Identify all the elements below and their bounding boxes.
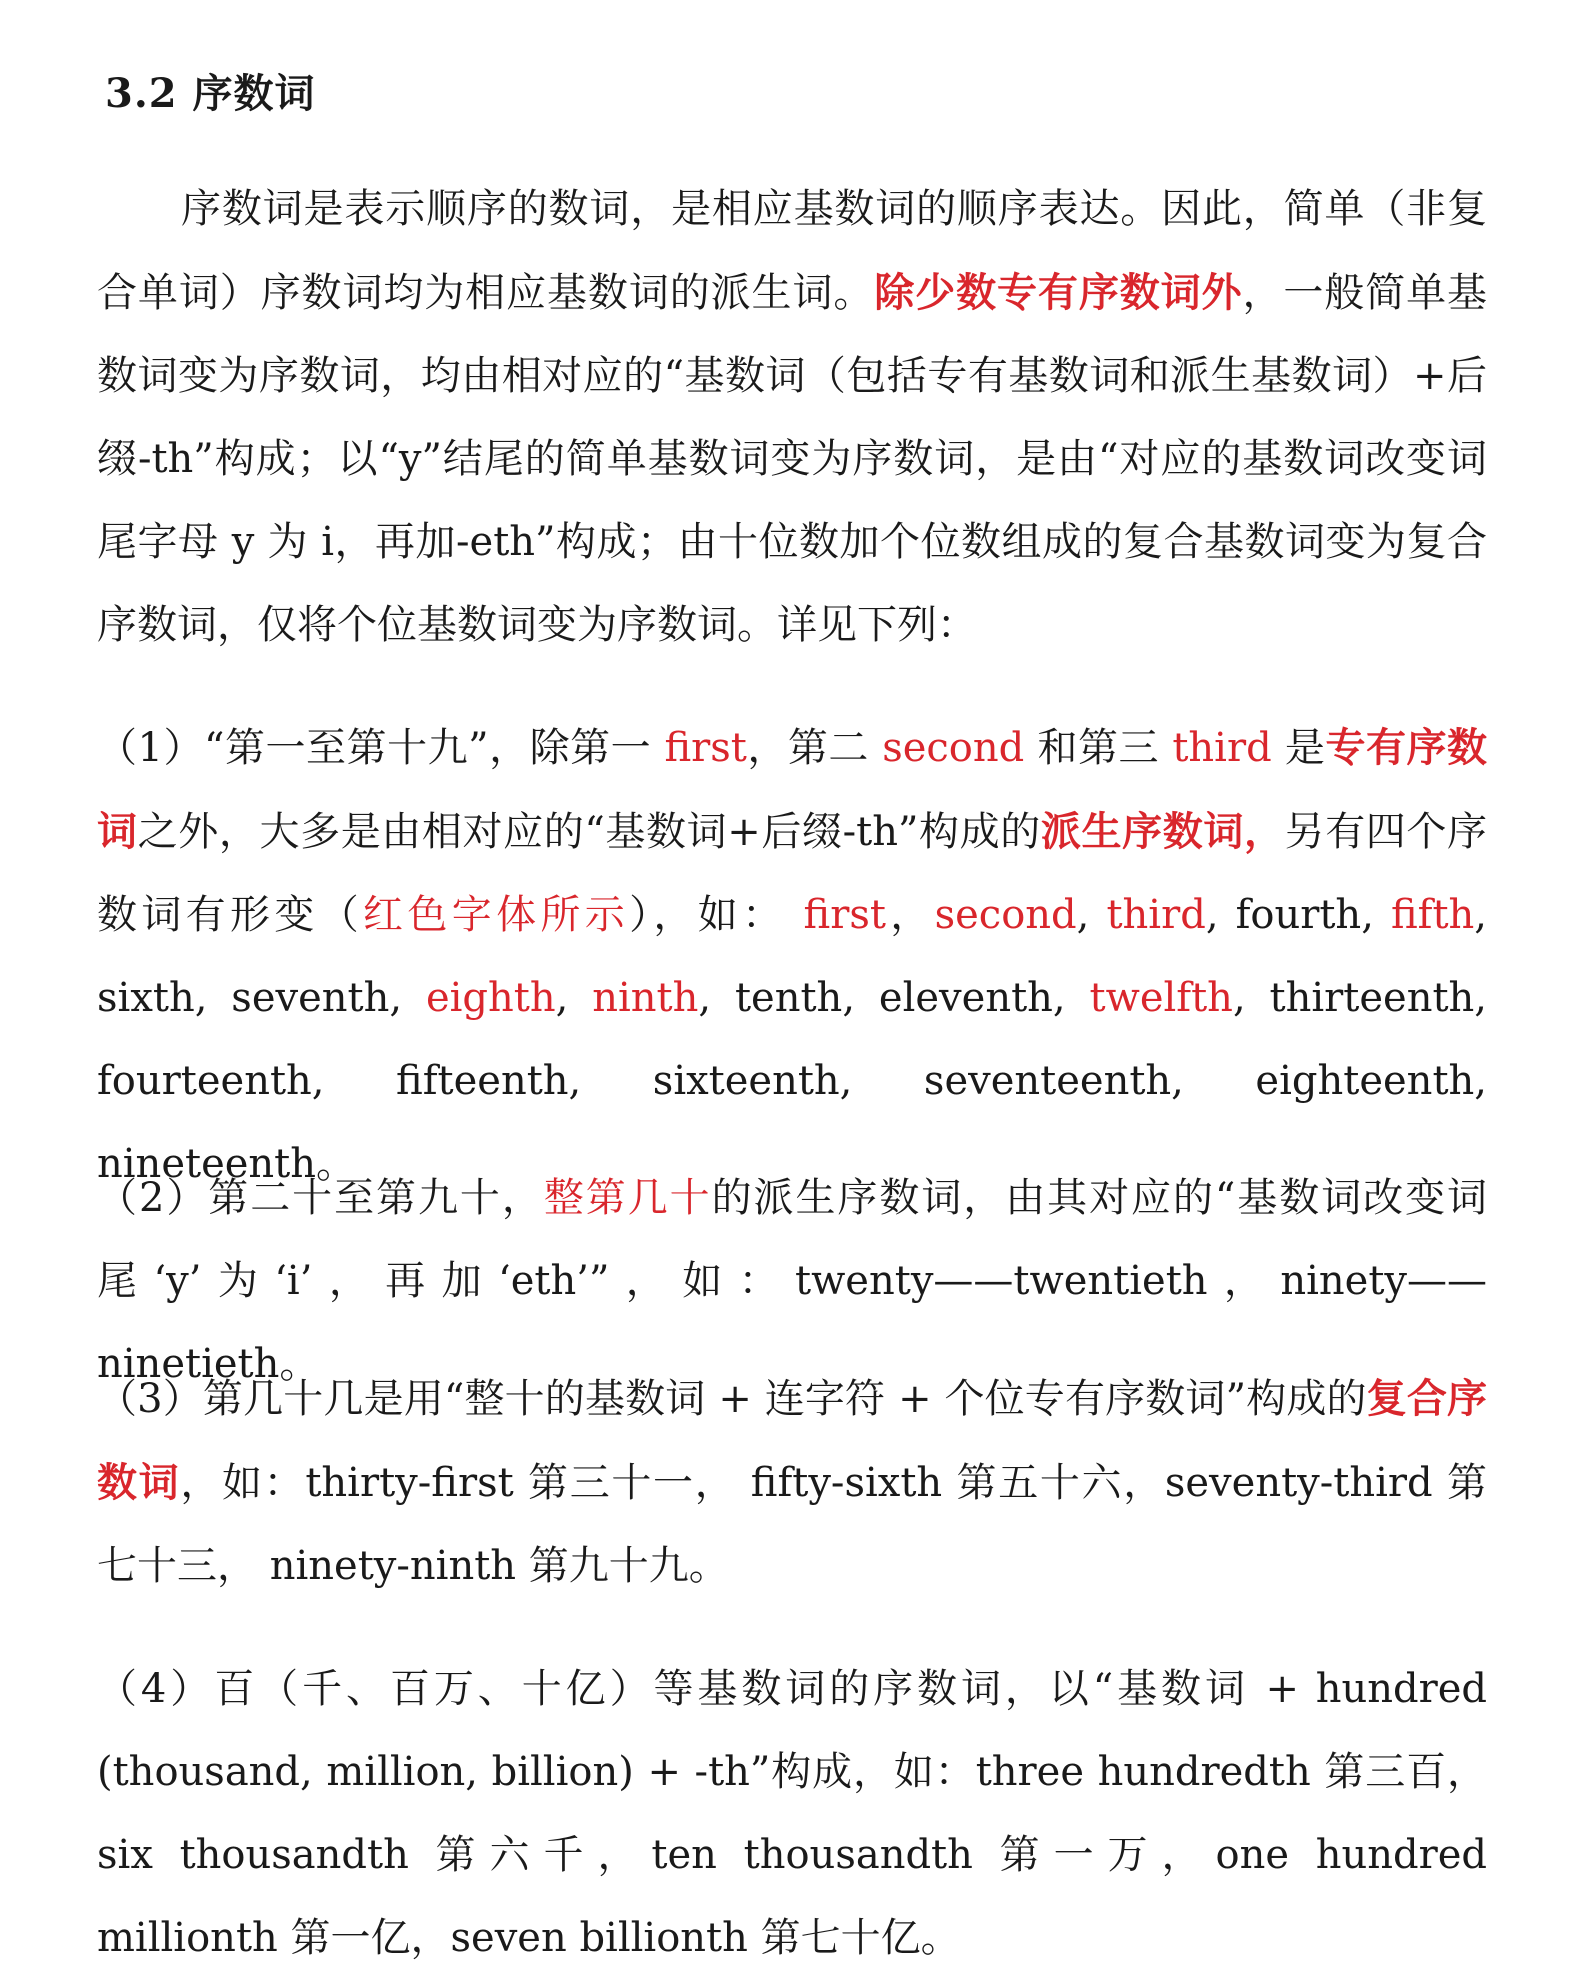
- example-first: first: [803, 892, 886, 938]
- word-second: second: [882, 725, 1025, 771]
- example-third: third: [1106, 892, 1206, 938]
- item-4-paragraph: [97, 1648, 1487, 1980]
- intro-text-2: ，一般简单基数词变为序数词，均由相对应的“基数词（包括专有基数词和派生基数词）+后缀-th”构成；以“y”结尾的简单基数词变为序数词，是由“对应的基数词改变词尾字母 y 为 i，再加-eth”构成；由十位数加个位数组成的复合基数词变为复合序数词，仅将个位基数词变为序数词。详见下列：: [97, 270, 1488, 648]
- item1-text-2: ，第二: [746, 725, 883, 771]
- item1-sep-2: ,: [1076, 892, 1107, 938]
- item1-sep-7: , thirteenth, fourteenth, fifteenth, sixteenth, seventeenth, eighteenth, nineteenth。: [97, 975, 1488, 1187]
- item1-sep-6: , tenth, eleventh,: [698, 975, 1090, 1021]
- example-twelfth: twelfth: [1089, 975, 1233, 1021]
- item1-text-5: 之外，大多是由相对应的“基数词+后缀-th”构成的: [137, 809, 1041, 855]
- item3-text-2: ，如：thirty-first 第三十一， fifty-sixth 第五十六，seventy-third 第七十三， ninety-ninth 第九十九。: [97, 1460, 1488, 1589]
- example-second: second: [934, 892, 1077, 938]
- item1-text-1: （1）“第一至第十九”，除第一: [97, 725, 665, 771]
- item1-text-6: 另有四个序数词有形变（: [97, 809, 1488, 938]
- item3-text-1: （3）第几十几是用“整十的基数词 + 连字符 + 个位专有序数词”构成的: [97, 1376, 1367, 1422]
- item-3-paragraph: [97, 1357, 1487, 1608]
- highlight-proper-ordinals: 专有序数词: [97, 724, 1488, 855]
- item3-highlight: 复合序数词: [97, 1375, 1487, 1506]
- word-first: first: [664, 725, 747, 771]
- example-fifth: fifth: [1390, 892, 1475, 938]
- item1-sep-3: , fourth,: [1205, 892, 1391, 938]
- item1-sep-1: ，: [885, 892, 935, 938]
- example-eighth: eighth: [425, 975, 556, 1021]
- item2-highlight: 整第几十: [543, 1175, 712, 1221]
- item1-sep-4: , sixth, seventh,: [97, 892, 1488, 1021]
- intro-text-1: 序数词是表示顺序的数词，是相应基数词的顺序表达。因此，简单（非复合单词）序数词均为相应基数词的派生词。: [97, 186, 1487, 316]
- item1-sep-5: ,: [555, 975, 593, 1021]
- item2-text-2: 的派生序数词，由其对应的“基数词改变词尾‘y’为‘i’，再加‘eth’”，如：twenty——twentieth，ninety——ninetieth。: [97, 1175, 1488, 1387]
- intro-highlight: 除少数专有序数词外: [874, 269, 1243, 316]
- item1-text-3: 和第三: [1024, 725, 1173, 771]
- example-ninth: ninth: [592, 975, 699, 1021]
- item1-text-4: 是: [1271, 725, 1326, 771]
- item1-text-7: ），如：: [629, 892, 804, 938]
- intro-paragraph: [97, 168, 1487, 667]
- highlight-red-font: 红色字体所示: [363, 892, 630, 938]
- highlight-derived-ordinals: 派生序数词，: [1040, 808, 1285, 855]
- word-third: third: [1172, 725, 1272, 771]
- item4-text-1: （4）百（千、百万、十亿）等基数词的序数词，以“基数词 + hundred (thousand, million, billion) + -th”构成，如：three hundredth 第三百，six thousandth 第六千，ten thousandth 第一万，one hundred millionth 第一亿，seven billionth 第七十亿。: [97, 1666, 1487, 1961]
- section-heading: 3.2 序数词: [105, 70, 316, 117]
- item2-text-1: （2）第二十至第九十，: [97, 1175, 544, 1221]
- item-1-paragraph: [97, 706, 1487, 1206]
